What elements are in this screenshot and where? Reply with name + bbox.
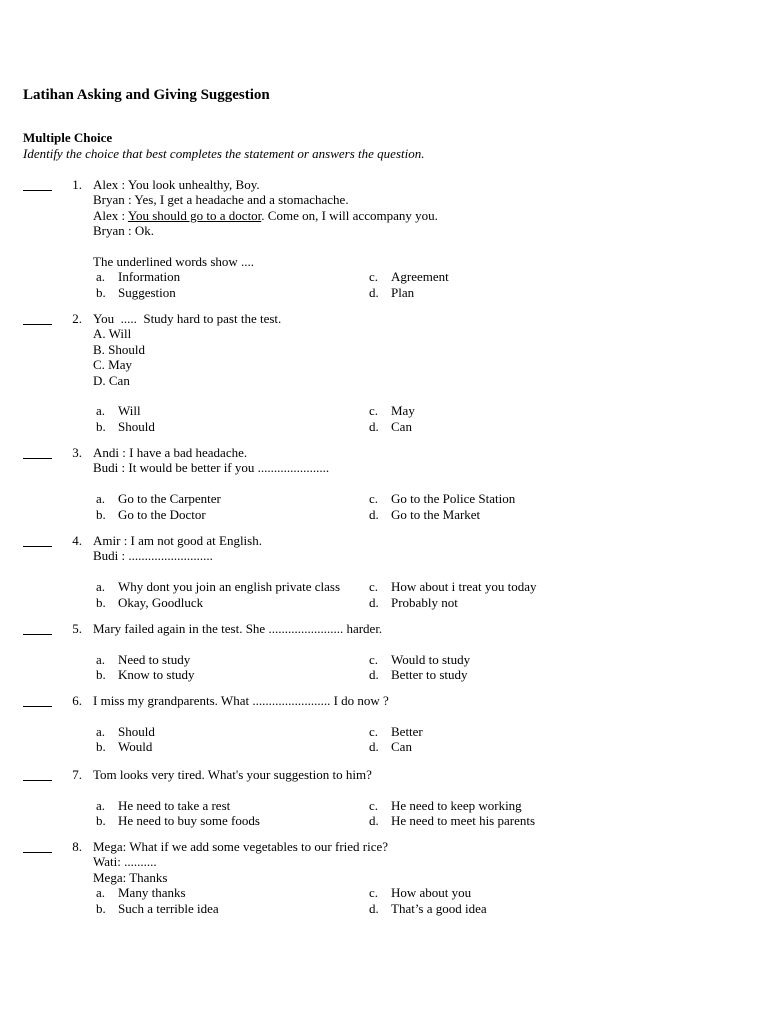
answer-option-c[interactable] xyxy=(369,798,522,813)
answer-option-b[interactable] xyxy=(96,739,152,754)
stem-line: Amir : I am not good at English. xyxy=(93,533,262,548)
option-text: Better to study xyxy=(391,667,468,683)
stem-line xyxy=(93,208,438,223)
option-text: That’s a good idea xyxy=(391,900,487,916)
answer-option-d[interactable] xyxy=(369,667,468,682)
stem-line: A. Will xyxy=(93,326,132,342)
stem-line: B. Should xyxy=(93,341,146,357)
answer-blank[interactable] xyxy=(23,767,52,781)
option-letter: b. xyxy=(96,594,106,610)
answer-option-d[interactable] xyxy=(369,285,414,300)
stem-line xyxy=(93,476,329,491)
option-text: Go to the Carpenter xyxy=(118,491,221,507)
stem-line: C. May xyxy=(93,357,132,373)
stem-line: The underlined words show .... xyxy=(93,253,255,269)
option-text: Can xyxy=(391,418,412,434)
option-text: How about you xyxy=(391,885,472,901)
option-text: Can xyxy=(391,739,412,755)
answer-option-a[interactable] xyxy=(96,579,340,594)
answer-option-b[interactable] xyxy=(96,813,260,828)
answer-blank[interactable] xyxy=(23,177,52,191)
answer-option-c[interactable] xyxy=(369,652,470,667)
stem-text: Alex : xyxy=(93,207,128,223)
stem-line: Bryan : Ok. xyxy=(93,223,155,239)
answer-option-c[interactable] xyxy=(369,885,471,900)
answer-option-a[interactable] xyxy=(96,724,155,739)
option-letter: c. xyxy=(369,651,379,667)
underlined-phrase: You should go to a doctor xyxy=(127,207,262,223)
question-number: 4. xyxy=(72,533,82,548)
answer-option-a[interactable] xyxy=(96,403,141,418)
answer-option-d[interactable] xyxy=(369,507,480,522)
answer-option-b[interactable] xyxy=(96,901,219,916)
answer-option-d[interactable] xyxy=(369,739,412,754)
option-letter: a. xyxy=(96,269,106,285)
stem-text: . Come on, I will accompany you. xyxy=(261,207,438,223)
stem-line: Bryan : Yes, I get a headache and a stomachache. xyxy=(93,192,349,208)
option-text: Will xyxy=(118,403,141,419)
option-text: Would xyxy=(118,739,153,755)
page-title: Latihan Asking and Giving Suggestion xyxy=(23,87,270,103)
section-heading: Multiple Choice xyxy=(23,130,113,145)
answer-option-b[interactable] xyxy=(96,285,176,300)
answer-option-c[interactable] xyxy=(369,403,415,418)
option-letter: d. xyxy=(369,284,379,300)
question-stem xyxy=(93,445,329,491)
stem-line: Budi : .......................... xyxy=(93,548,213,564)
option-text: Should xyxy=(118,723,155,739)
answer-option-d[interactable] xyxy=(369,419,412,434)
question-number: 6. xyxy=(72,693,82,708)
stem-line xyxy=(93,239,438,254)
option-letter: a. xyxy=(96,797,106,813)
answer-option-a[interactable] xyxy=(96,491,221,506)
answer-blank[interactable] xyxy=(23,445,52,459)
stem-line: Wati: .......... xyxy=(93,854,157,870)
question-number: 8. xyxy=(72,839,82,854)
option-text: Need to study xyxy=(118,651,191,667)
option-text: Go to the Police Station xyxy=(391,491,516,507)
option-text: Information xyxy=(118,269,181,285)
question-number: 7. xyxy=(72,767,82,782)
option-text: Such a terrible idea xyxy=(118,900,219,916)
option-letter: b. xyxy=(96,813,106,829)
stem-line: D. Can xyxy=(93,372,130,388)
question-number: 1. xyxy=(72,177,82,192)
instructions: Identify the choice that best completes the statement or answers the question. xyxy=(23,146,425,161)
option-letter: b. xyxy=(96,284,106,300)
option-text: Would to study xyxy=(391,651,471,667)
stem-line: Tom looks very tired. What's your suggestion to him? xyxy=(93,767,372,782)
answer-option-d[interactable] xyxy=(369,813,535,828)
option-letter: c. xyxy=(369,403,379,419)
answer-blank[interactable] xyxy=(23,839,52,853)
option-text: Should xyxy=(118,418,155,434)
question-stem xyxy=(93,621,382,652)
option-letter: b. xyxy=(96,506,106,522)
stem-line xyxy=(93,564,262,579)
option-letter: c. xyxy=(369,491,379,507)
stem-line: Alex : You look unhealthy, Boy. xyxy=(93,177,260,192)
stem-line: Budi : It would be better if you ...................... xyxy=(93,460,330,476)
answer-option-a[interactable] xyxy=(96,885,186,900)
question-number: 3. xyxy=(72,445,82,460)
answer-blank[interactable] xyxy=(23,533,52,547)
answer-option-c[interactable] xyxy=(369,491,515,506)
answer-option-d[interactable] xyxy=(369,595,458,610)
option-letter: d. xyxy=(369,739,379,755)
question-number: 5. xyxy=(72,621,82,636)
option-letter: a. xyxy=(96,885,106,901)
option-text: Why dont you join an english private class xyxy=(118,579,341,595)
answer-option-b[interactable] xyxy=(96,595,203,610)
question-stem xyxy=(93,311,281,403)
option-text: Probably not xyxy=(391,594,458,610)
option-letter: a. xyxy=(96,579,106,595)
option-letter: d. xyxy=(369,506,379,522)
stem-line: Mega: What if we add some vegetables to our fried rice? xyxy=(93,839,389,854)
answer-blank[interactable] xyxy=(23,621,52,635)
stem-line xyxy=(93,388,281,403)
question-stem xyxy=(93,177,438,269)
question-stem xyxy=(93,767,372,798)
option-letter: a. xyxy=(96,403,106,419)
answer-option-c[interactable] xyxy=(369,579,537,594)
option-letter: d. xyxy=(369,900,379,916)
answer-option-c[interactable] xyxy=(369,269,449,284)
question-number: 2. xyxy=(72,311,82,326)
option-text: He need to meet his parents xyxy=(391,813,536,829)
option-text: Suggestion xyxy=(118,284,176,300)
answer-option-a[interactable] xyxy=(96,269,180,284)
option-letter: d. xyxy=(369,813,379,829)
option-text: Plan xyxy=(391,284,415,300)
option-text: Go to the Doctor xyxy=(118,506,206,522)
option-text: Agreement xyxy=(391,269,449,285)
option-letter: d. xyxy=(369,418,379,434)
stem-line: Andi : I have a bad headache. xyxy=(93,445,248,460)
option-letter: c. xyxy=(369,885,379,901)
question-stem xyxy=(93,839,388,885)
option-text: Go to the Market xyxy=(391,506,481,522)
answer-option-c[interactable] xyxy=(369,724,423,739)
option-text: He need to buy some foods xyxy=(118,813,260,829)
option-text: He need to keep working xyxy=(391,797,522,813)
option-letter: a. xyxy=(96,491,106,507)
stem-line: Mary failed again in the test. She ....................... harder. xyxy=(93,621,383,636)
option-letter: c. xyxy=(369,797,379,813)
stem-line xyxy=(93,782,372,797)
question-stem xyxy=(93,693,389,724)
stem-line xyxy=(93,708,389,723)
answer-option-b[interactable] xyxy=(96,667,195,682)
option-letter: d. xyxy=(369,667,379,683)
option-letter: c. xyxy=(369,269,379,285)
stem-line: I miss my grandparents. What ........................ I do now ? xyxy=(93,693,389,708)
option-letter: a. xyxy=(96,723,106,739)
answer-blank[interactable] xyxy=(23,311,52,325)
option-letter: c. xyxy=(369,723,379,739)
stem-line xyxy=(93,636,382,651)
option-text: May xyxy=(391,403,415,419)
answer-option-b[interactable] xyxy=(96,507,206,522)
option-letter: b. xyxy=(96,739,106,755)
answer-option-a[interactable] xyxy=(96,652,190,667)
answer-blank[interactable] xyxy=(23,693,52,707)
option-letter: d. xyxy=(369,594,379,610)
question-stem xyxy=(93,533,262,579)
option-letter: c. xyxy=(369,579,379,595)
option-text: He need to take a rest xyxy=(118,797,231,813)
option-text: Okay, Goodluck xyxy=(118,594,204,610)
option-letter: b. xyxy=(96,667,106,683)
option-letter: b. xyxy=(96,900,106,916)
stem-line: You ..... Study hard to past the test. xyxy=(93,311,282,326)
option-letter: a. xyxy=(96,651,106,667)
stem-line: Mega: Thanks xyxy=(93,869,168,885)
answer-option-a[interactable] xyxy=(96,798,230,813)
answer-option-b[interactable] xyxy=(96,419,155,434)
option-letter: b. xyxy=(96,418,106,434)
option-text: Many thanks xyxy=(118,885,186,901)
option-text: Know to study xyxy=(118,667,195,683)
answer-option-d[interactable] xyxy=(369,901,487,916)
option-text: Better xyxy=(391,723,423,739)
option-text: How about i treat you today xyxy=(391,579,537,595)
